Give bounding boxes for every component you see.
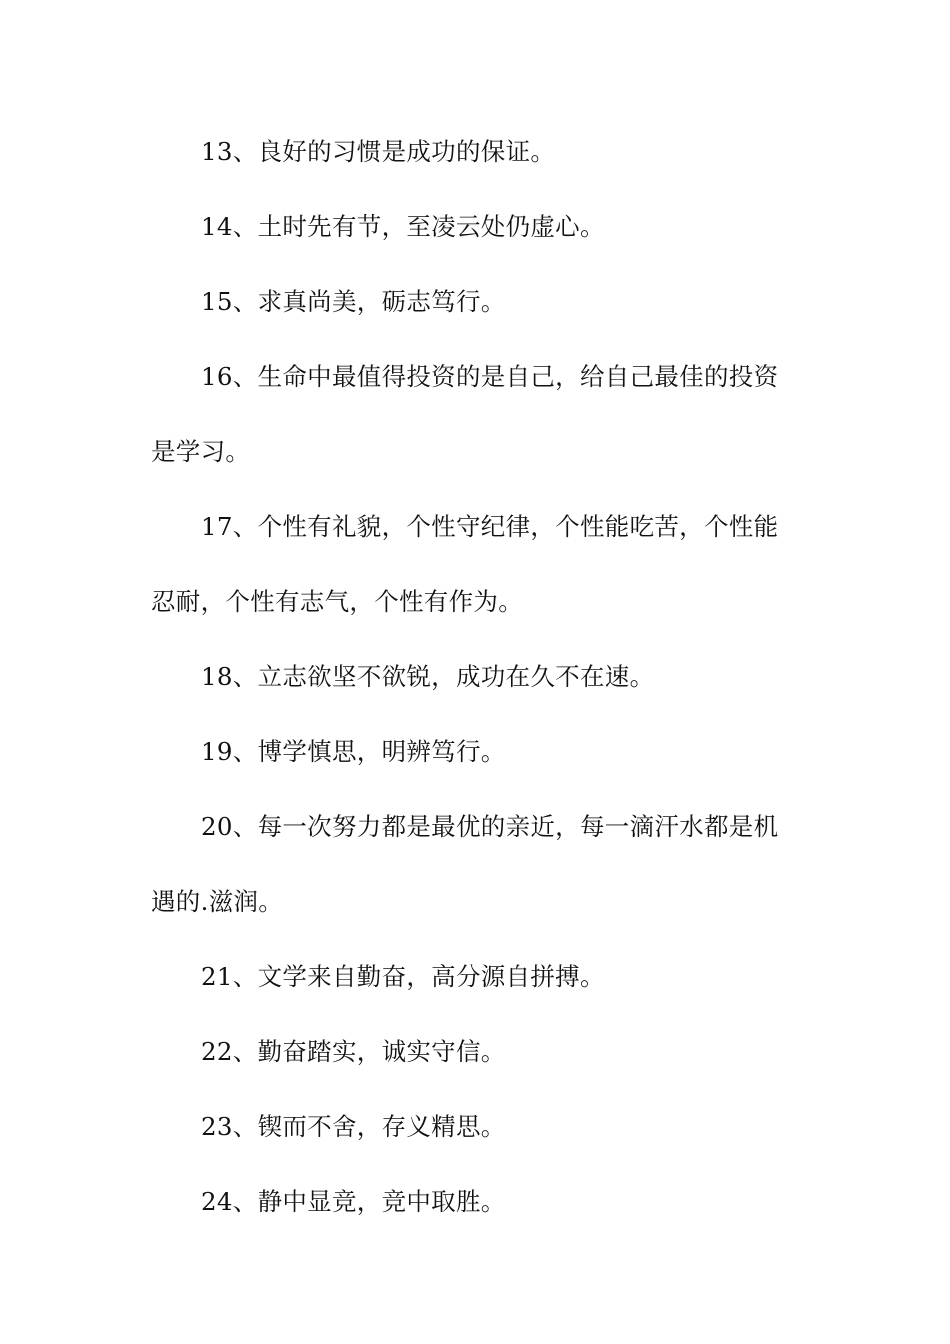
- paragraph-23: 23、锲而不舍，存义精思。: [201, 1112, 506, 1141]
- paragraph-22: 22、勤奋踏实，诚实守信。: [201, 1037, 506, 1066]
- paragraph-16: 16、生命中最值得投资的是自己，给自己最佳的投资是学习。: [151, 362, 779, 466]
- paragraph-24: 24、静中显竞，竞中取胜。: [201, 1187, 506, 1216]
- paragraph-13: 13、良好的习惯是成功的保证。: [201, 137, 556, 166]
- paragraph-14: 14、土时先有节，至凌云处仍虚心。: [201, 212, 605, 241]
- paragraph-21: 21、文学来自勤奋，高分源自拼搏。: [201, 962, 605, 991]
- paragraph-19: 19、博学慎思，明辨笃行。: [201, 737, 506, 766]
- paragraph-18: 18、立志欲坚不欲锐，成功在久不在速。: [201, 662, 655, 691]
- paragraph-15: 15、求真尚美，砺志笃行。: [201, 287, 506, 316]
- paragraph-20: 20、每一次努力都是最优的亲近，每一滴汗水都是机遇的.滋润。: [151, 812, 779, 916]
- document-body: [151, 114, 791, 1239]
- paragraph-17: 17、个性有礼貌，个性守纪律，个性能吃苦，个性能忍耐，个性有志气，个性有作为。: [151, 512, 779, 616]
